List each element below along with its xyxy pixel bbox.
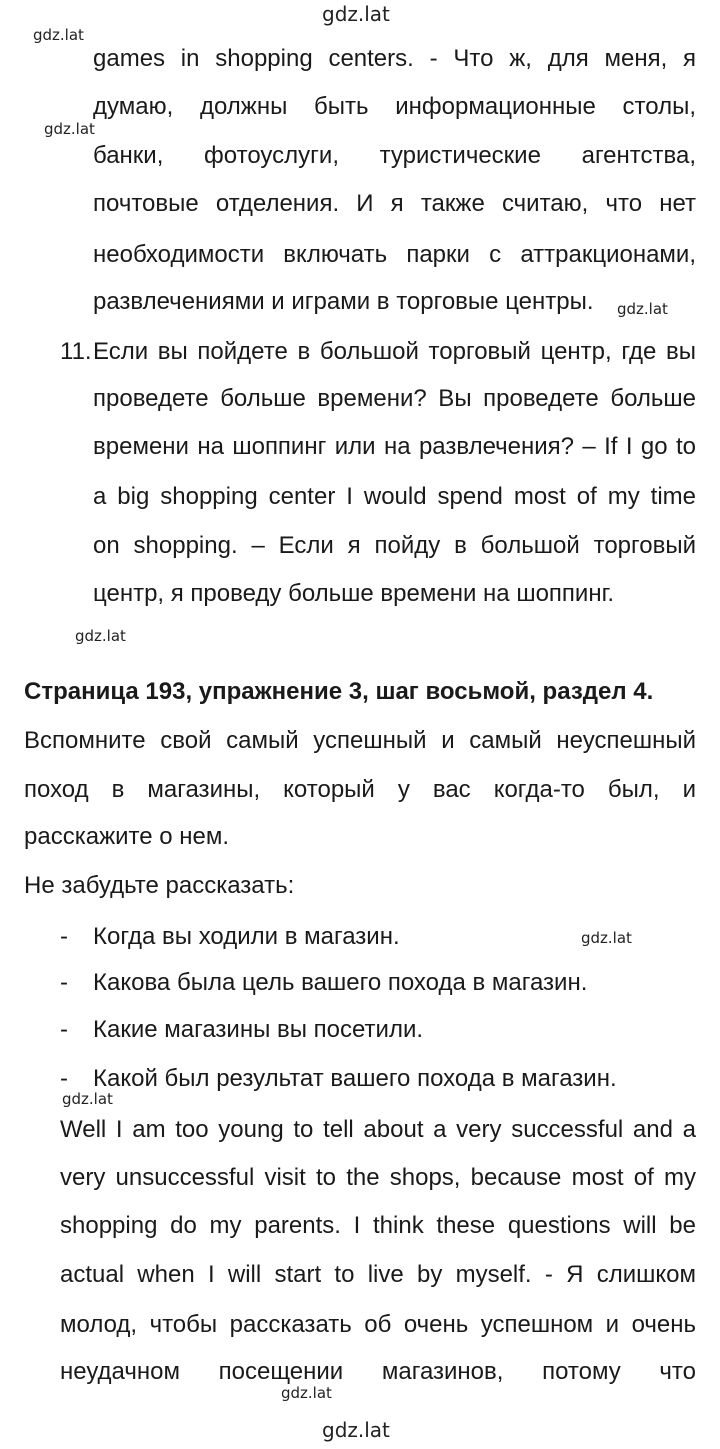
text-line: проведете больше времени? Вы проведете больше <box>93 385 696 412</box>
bullet-text: Какова была цель вашего похода в магазин. <box>93 969 588 996</box>
text-line: времени на шоппинг или на развлечения? – If I go to <box>93 433 696 460</box>
text-line: games in shopping centers. - Что ж, для меня, я <box>93 45 696 72</box>
bullet-marker: - <box>60 969 68 996</box>
text-line: поход в магазины, который у вас когда-то был, и <box>24 776 696 803</box>
item-number: 11. <box>60 338 92 365</box>
watermark: gdz.lat <box>33 26 84 44</box>
bullet-marker: - <box>60 923 68 950</box>
watermark: gdz.lat <box>281 1384 332 1402</box>
text-line: very unsuccessful visit to the shops, because most of my <box>60 1164 696 1191</box>
text-line: банки, фотоуслуги, туристические агентства, <box>93 142 696 169</box>
watermark: gdz.lat <box>44 120 95 138</box>
text-line: on shopping. – Если я пойду в большой торговый <box>93 532 696 559</box>
bullet-text: Какие магазины вы посетили. <box>93 1016 424 1043</box>
text-line: Вспомните свой самый успешный и самый неуспешный <box>24 727 696 754</box>
section-heading: Страница 193, упражнение 3, шаг восьмой, раздел 4. <box>24 678 654 705</box>
watermark-bottom: gdz.lat <box>322 1418 390 1442</box>
bullet-marker: - <box>60 1016 68 1043</box>
text-line: неудачном посещении магазинов, потому что <box>60 1358 696 1385</box>
bullet-text: Когда вы ходили в магазин. <box>93 923 400 950</box>
text-line: необходимости включать парки с аттракционами, <box>93 241 696 268</box>
bullet-marker: - <box>60 1065 68 1092</box>
text-line: a big shopping center I would spend most of my time <box>93 483 696 510</box>
text-line: думаю, должны быть информационные столы, <box>93 93 696 120</box>
text-line: центр, я проведу больше времени на шоппинг. <box>93 580 615 607</box>
text-line: молод, чтобы рассказать об очень успешном и очень <box>60 1311 696 1338</box>
text-line: развлечениями и играми в торговые центры. <box>93 288 594 315</box>
text-line: расскажите о нем. <box>24 823 230 850</box>
text-line: почтовые отделения. И я также считаю, что нет <box>93 190 696 217</box>
text-line: Если вы пойдете в большой торговый центр, где вы <box>93 338 696 365</box>
text-line: shopping do my parents. I think these questions will be <box>60 1212 696 1239</box>
bullet-text: Какой был результат вашего похода в магазин. <box>93 1065 617 1092</box>
watermark: gdz.lat <box>75 627 126 645</box>
text-line: actual when I will start to live by myself. - Я слишком <box>60 1261 696 1288</box>
text-line: Well I am too young to tell about a very successful and a <box>60 1116 696 1143</box>
watermark: gdz.lat <box>62 1090 113 1108</box>
watermark-top: gdz.lat <box>322 2 390 26</box>
watermark: gdz.lat <box>617 300 668 318</box>
reminder-label: Не забудьте рассказать: <box>24 872 295 899</box>
watermark: gdz.lat <box>581 929 632 947</box>
